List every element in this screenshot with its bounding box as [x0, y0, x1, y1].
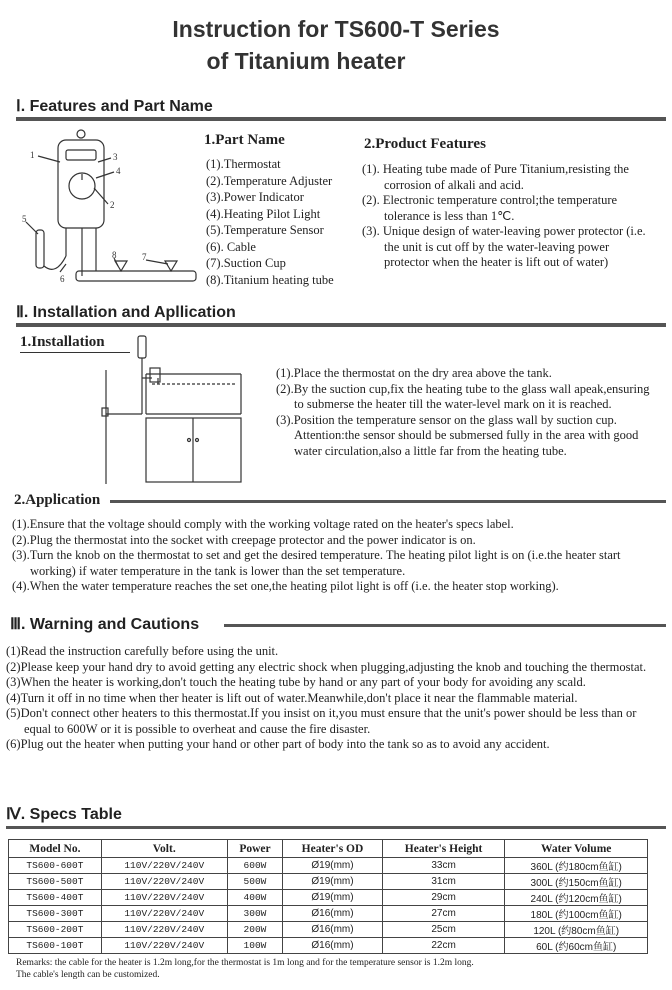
- list-item: (5).Temperature Sensor: [206, 223, 324, 237]
- list-item: (1).Ensure that the voltage should comply with the working voltage rated on the heater's specs label.: [12, 517, 514, 531]
- list-item: (3). Unique design of water-leaving power protector (i.e. the unit is cut off by the water-leaving power protector when the heater is lift out of water): [362, 224, 646, 269]
- diagram-label-4: 4: [116, 166, 121, 176]
- list-item: (6). Cable: [206, 239, 256, 254]
- part-name-title: 1.Part Name: [204, 132, 285, 148]
- thermostat-body: [58, 140, 104, 228]
- diagram-label-6: 6: [60, 274, 65, 284]
- column-header: Heater's OD: [283, 840, 383, 858]
- table-header-row: [9, 840, 648, 858]
- column-header: Volt.: [101, 840, 227, 858]
- list-item: (2).By the suction cup,fix the heating tube to the glass wall apeak,ensuring to submerse the heater till the water-level mark on it is reached.: [276, 381, 650, 411]
- table-row: TS600-600T 110V/220V/240V 600W Ø19(mm) 33cm 360L (约180cm鱼缸): [9, 858, 648, 874]
- application-steps: [12, 517, 657, 595]
- list-item: (4).Heating Pilot Light: [206, 206, 321, 221]
- list-item: (5)Don't connect other heaters to this thermostat.If you insist on it,you must ensure that the unit's power should be less than or equal to 600W or it is possible to overheat and cause the fire disaster.: [6, 706, 637, 736]
- table-row: TS600-300T 110V/220V/240V 300W Ø16(mm) 27cm 180L (约100cm鱼缸): [9, 906, 648, 922]
- installation-diagram: [96, 332, 256, 484]
- list-item: (2).Plug the thermostat into the socket with creepage protector and the power indicator is on.: [12, 532, 476, 547]
- list-item: (3).Turn the knob on the thermostat to set and get the desired temperature. The heating pilot light is on (i.e.the heater start working) if water temperature in the tank is lower than the set temperature.: [12, 548, 621, 578]
- list-item: (1). Heating tube made of Pure Titanium,resisting the corrosion of alkali and acid.: [362, 162, 629, 192]
- parts-list: [206, 156, 356, 288]
- features-list: [362, 162, 654, 271]
- list-item: (6)Plug out the heater when putting your hand or other part of body into the tank so as to avoid any accident.: [6, 737, 550, 751]
- features-title: 2.Product Features: [364, 136, 486, 152]
- list-item: (7).Suction Cup: [206, 256, 286, 270]
- specs-table: [8, 839, 648, 954]
- table-row: TS600-400T 110V/220V/240V 400W Ø19(mm) 29cm 240L (约120cm鱼缸): [9, 890, 648, 906]
- section4-divider: [6, 826, 666, 829]
- application-title: 2.Application: [14, 492, 101, 508]
- list-item: (3).Power Indicator: [206, 190, 304, 204]
- diagram-label-1: 1: [30, 150, 35, 160]
- diagram-label-7: 7: [142, 252, 147, 262]
- remarks: Remarks: the cable for the heater is 1.2m long,for the thermostat is 1m long and for the temperature sensor is 1.2m long. The cable's length can be customized.: [16, 958, 474, 980]
- column-header: Heater's Height: [382, 840, 505, 858]
- column-header: Model No.: [9, 840, 102, 858]
- section4-heading: Ⅳ. Specs Table: [6, 806, 122, 823]
- warnings-list: [6, 644, 658, 753]
- diagram-label-2: 2: [110, 200, 115, 210]
- installation-title: 1.Installation: [20, 334, 105, 350]
- list-item: (1).Thermostat: [206, 157, 281, 171]
- installation-steps: [276, 366, 654, 459]
- diagram-label-5: 5: [22, 214, 27, 224]
- list-item: (2)Please keep your hand dry to avoid getting any electric shock when plugging,adjusting the knob and touching the thermostat.: [6, 659, 647, 674]
- section1-divider: [16, 117, 666, 121]
- table-row: TS600-500T 110V/220V/240V 500W Ø19(mm) 31cm 300L (约150cm鱼缸): [9, 874, 648, 890]
- list-item: (3).Position the temperature sensor on the glass wall by suction cup. Attention:the sensor should be submersed fully in the area with good water circulation,also a little far from the heating tube.: [276, 412, 639, 458]
- application-divider: [110, 500, 666, 503]
- column-header: Water Volume: [505, 840, 648, 858]
- table-row: TS600-200T 110V/220V/240V 200W Ø16(mm) 25cm 120L (约80cm鱼缸): [9, 922, 648, 938]
- section1-heading: Ⅰ. Features and Part Name: [16, 98, 213, 115]
- list-item: (4).When the water temperature reaches the set one,the heating pilot light is off (i.e. the heater stop working).: [12, 579, 559, 593]
- heater-diagram: [16, 126, 206, 296]
- list-item: (1).Place the thermostat on the dry area above the tank.: [276, 366, 552, 380]
- list-item: (8).Titanium heating tube: [206, 272, 334, 287]
- section2-heading: Ⅱ. Installation and Apllication: [16, 304, 236, 321]
- diagram-label-8: 8: [112, 250, 117, 260]
- section2-divider: [16, 323, 666, 327]
- section3-divider: [224, 624, 666, 627]
- list-item: (2).Temperature Adjuster: [206, 173, 333, 188]
- page-title: Instruction for TS600-T Series: [172, 16, 500, 42]
- diagram-label-3: 3: [113, 152, 118, 162]
- list-item: (1)Read the instruction carefully before using the unit.: [6, 644, 279, 658]
- table-row: TS600-100T 110V/220V/240V 100W Ø16(mm) 22cm 60L (约60cm鱼缸): [9, 938, 648, 954]
- section3-heading: Ⅲ. Warning and Cautions: [10, 616, 200, 633]
- thermostat-icon: [138, 336, 146, 358]
- list-item: (3)When the heater is working,don't touch the heating tube by hand or any part of your body for avoiding any scald.: [6, 675, 586, 689]
- page-subtitle: of Titanium heater: [206, 48, 406, 74]
- list-item: (4)Turn it off in no time when ther heater is lift out of water.Meanwhile,don't place it near the flammable material.: [6, 690, 578, 705]
- list-item: (2). Electronic temperature control;the temperature tolerance is less than 1℃.: [362, 193, 618, 223]
- column-header: Power: [227, 840, 283, 858]
